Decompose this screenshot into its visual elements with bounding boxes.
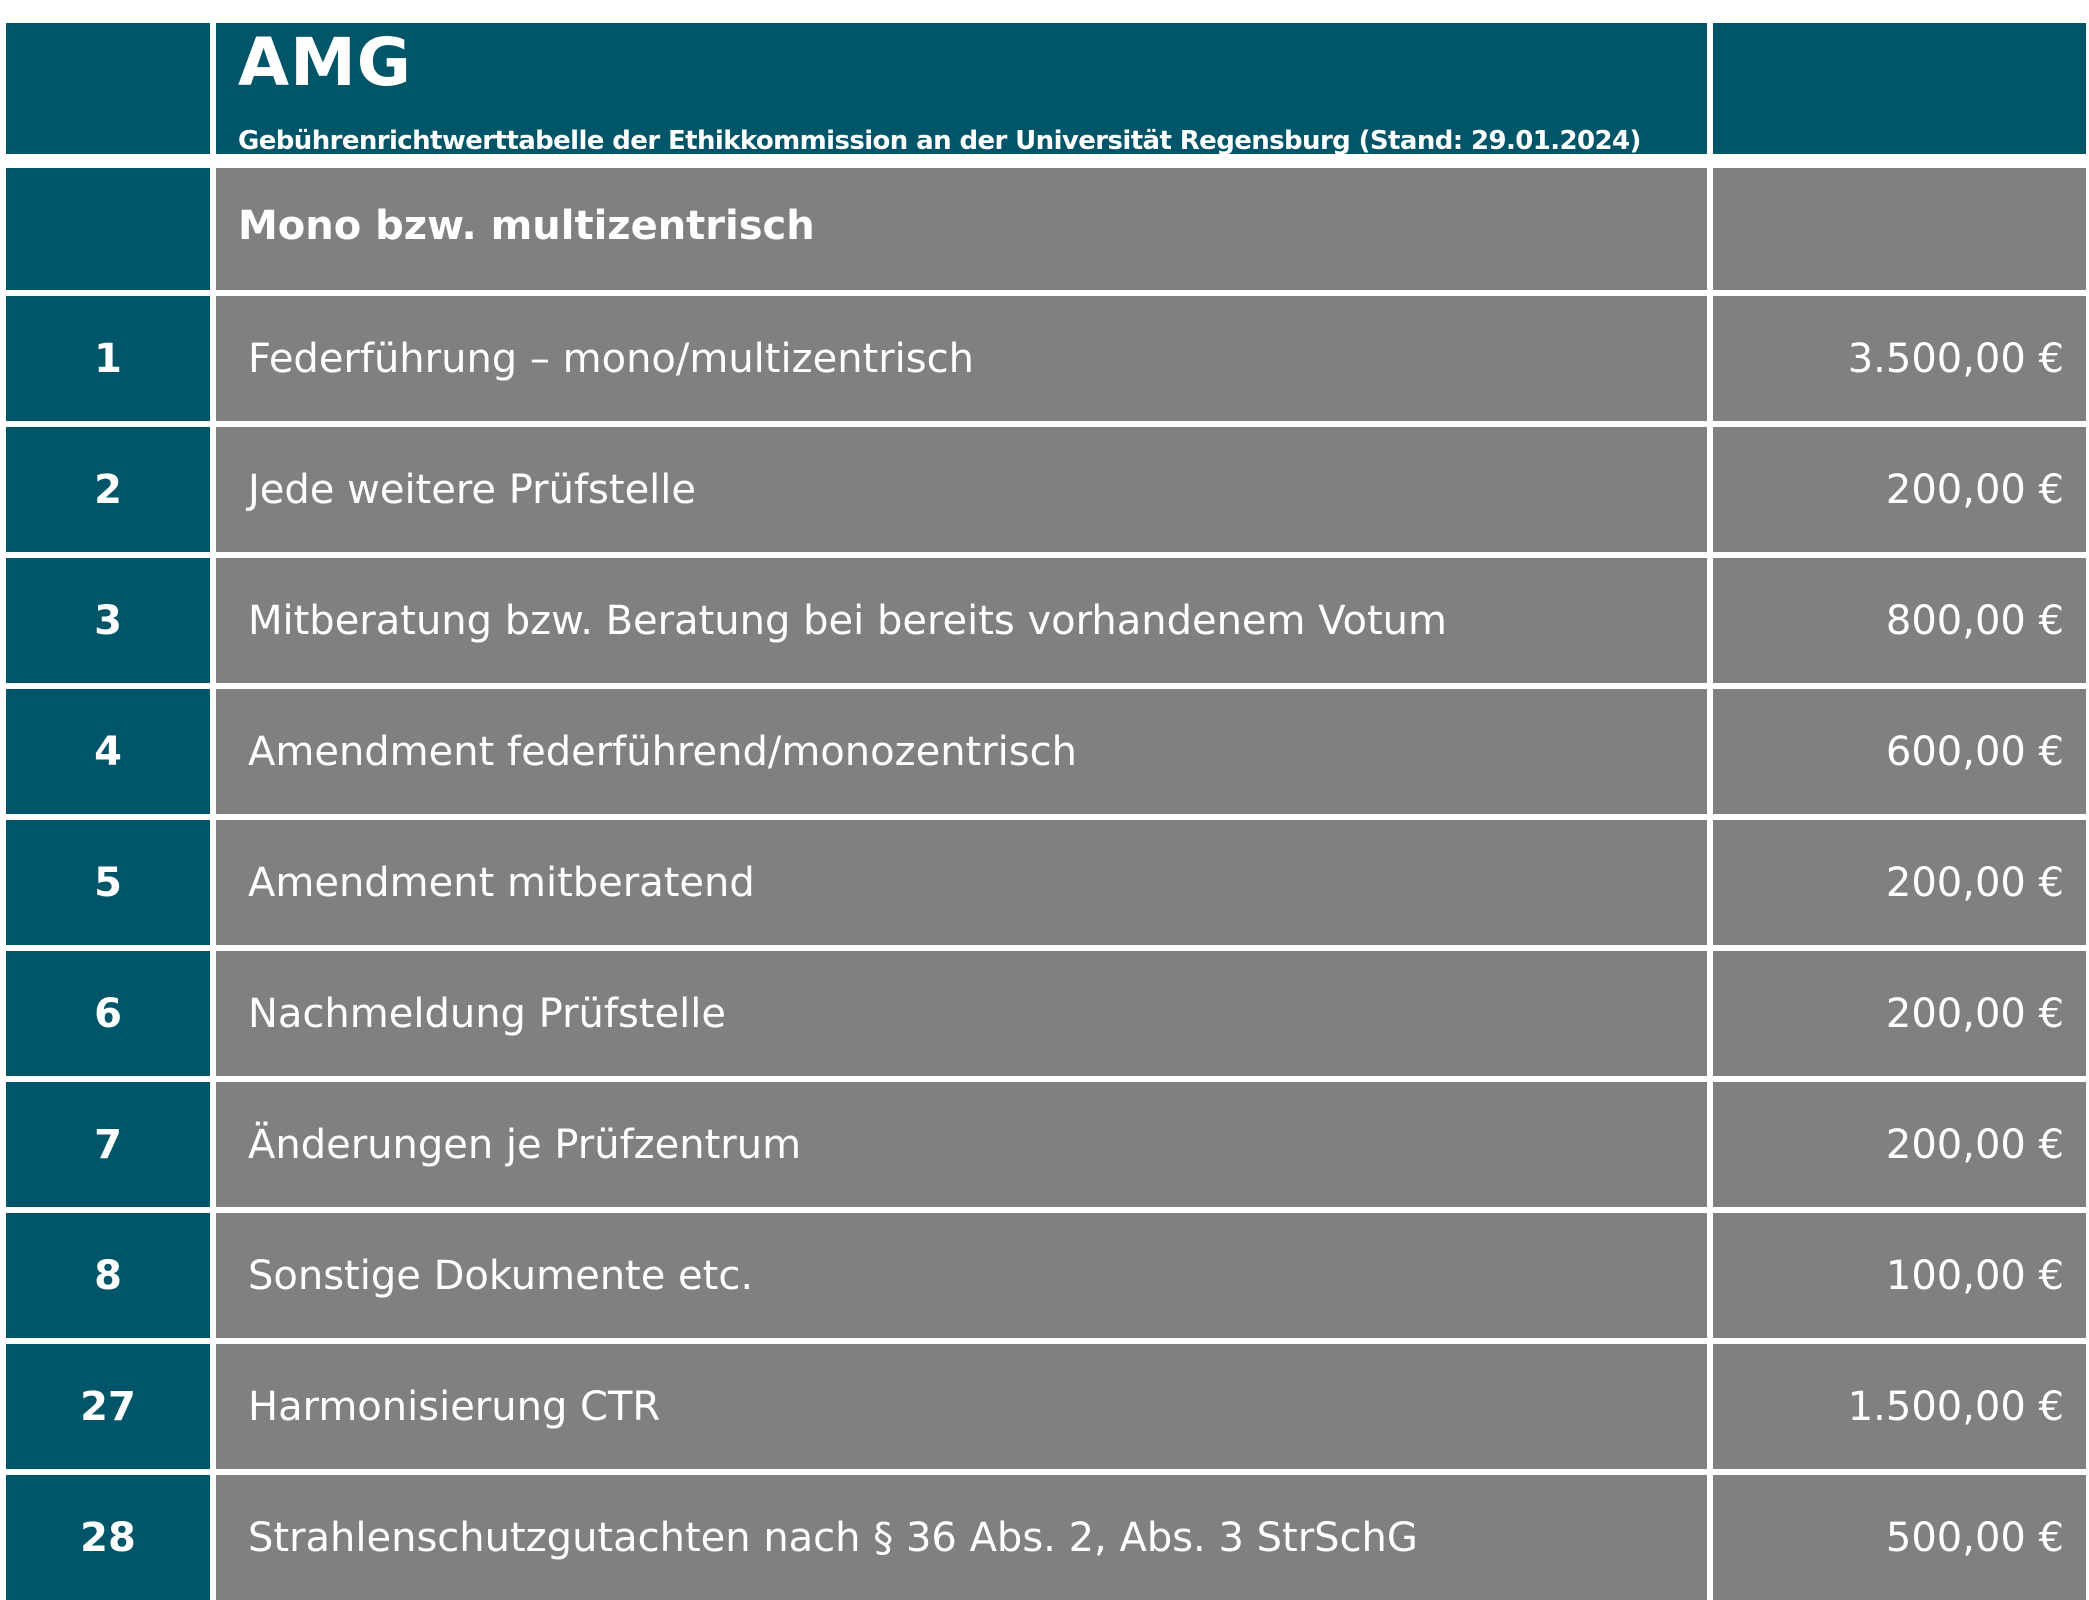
row-number: 2 (6, 427, 210, 552)
page-subtitle: Gebührenrichtwerttabelle der Ethikkommission an der Universität Regensburg (Stand: 29.01.2024) (238, 126, 1641, 156)
row-price: 200,00 € (1713, 1082, 2086, 1207)
row-description: Sonstige Dokumente etc. (216, 1213, 1707, 1338)
row-description: Federführung – mono/multizentrisch (216, 296, 1707, 421)
section-label: Mono bzw. multizentrisch (238, 203, 815, 249)
row-description: Änderungen je Prüfzentrum (216, 1082, 1707, 1207)
row-description: Jede weitere Prüfstelle (216, 427, 1707, 552)
row-description: Strahlenschutzgutachten nach § 36 Abs. 2, Abs. 3 StrSchG (216, 1475, 1707, 1600)
row-description: Harmonisierung CTR (216, 1344, 1707, 1469)
section-price-cell (1713, 168, 2086, 290)
row-number: 3 (6, 558, 210, 683)
header-price-cell (1713, 23, 2086, 154)
row-number: 4 (6, 689, 210, 814)
row-number: 7 (6, 1082, 210, 1207)
row-number: 5 (6, 820, 210, 945)
row-price: 200,00 € (1713, 951, 2086, 1076)
row-price: 200,00 € (1713, 820, 2086, 945)
page-title: AMG (238, 24, 412, 101)
row-description: Amendment federführend/monozentrisch (216, 689, 1707, 814)
section-num-cell (6, 168, 210, 290)
row-price: 500,00 € (1713, 1475, 2086, 1600)
row-number: 1 (6, 296, 210, 421)
row-price: 3.500,00 € (1713, 296, 2086, 421)
row-price: 100,00 € (1713, 1213, 2086, 1338)
row-description: Amendment mitberatend (216, 820, 1707, 945)
row-number: 27 (6, 1344, 210, 1469)
row-price: 1.500,00 € (1713, 1344, 2086, 1469)
header-num-cell (6, 23, 210, 154)
row-price: 600,00 € (1713, 689, 2086, 814)
row-number: 6 (6, 951, 210, 1076)
row-number: 8 (6, 1213, 210, 1338)
row-number: 28 (6, 1475, 210, 1600)
row-description: Nachmeldung Prüfstelle (216, 951, 1707, 1076)
row-description: Mitberatung bzw. Beratung bei bereits vorhandenem Votum (216, 558, 1707, 683)
row-price: 200,00 € (1713, 427, 2086, 552)
row-price: 800,00 € (1713, 558, 2086, 683)
